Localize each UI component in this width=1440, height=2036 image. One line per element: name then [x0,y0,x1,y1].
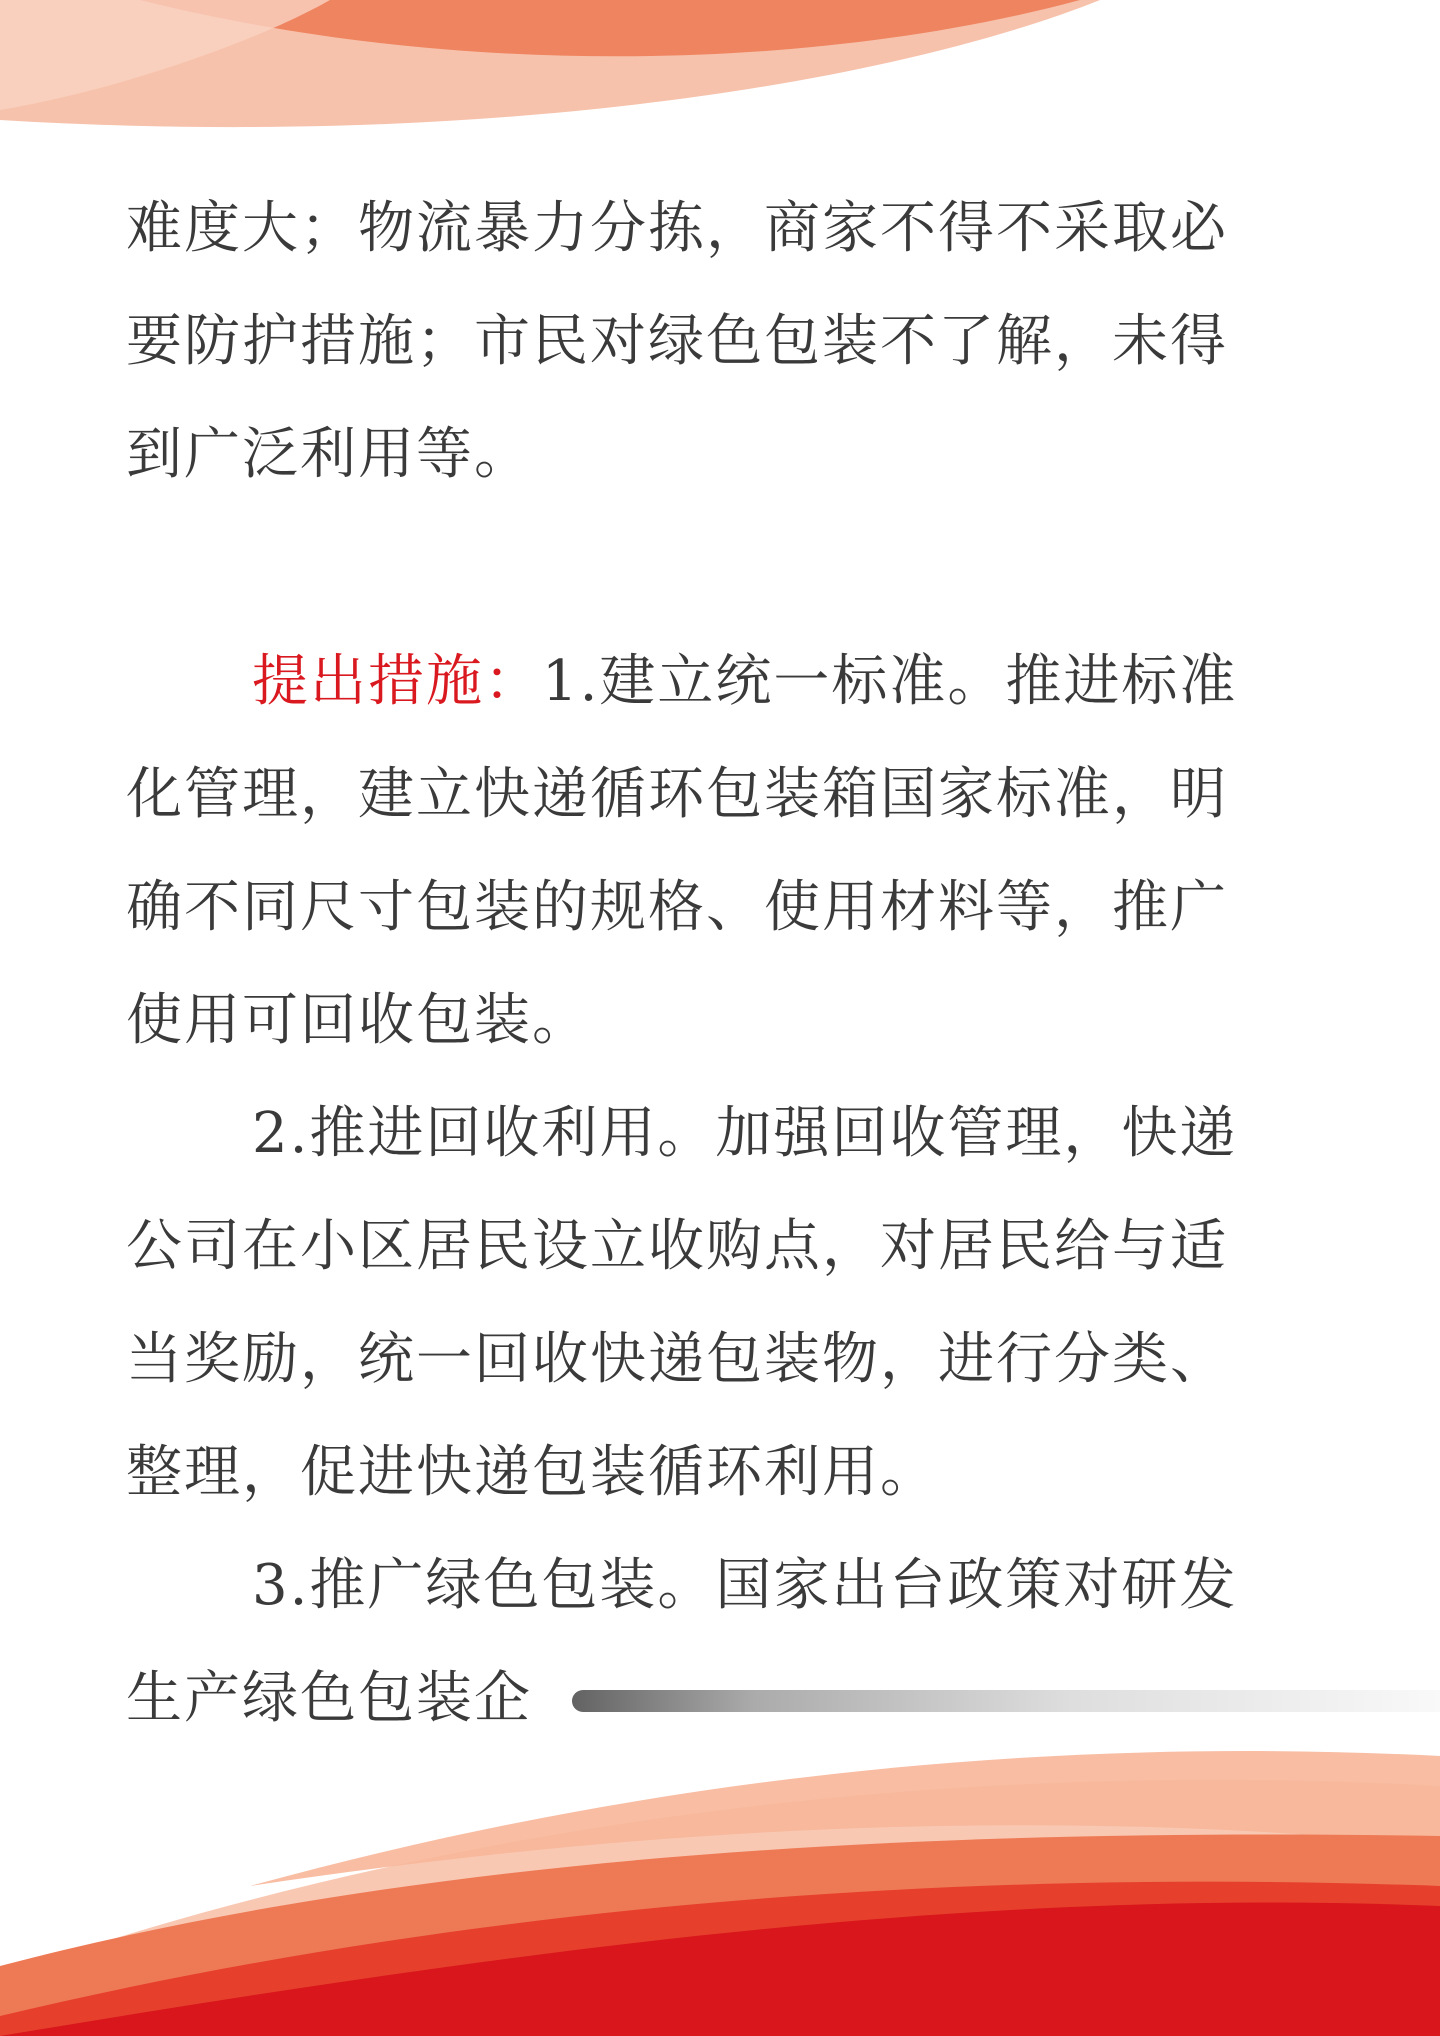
truncated-text: 生产绿色包装企 [126,1666,532,1731]
text-line: 2.推进回收利用。加强回收管理，快递 [252,1101,1238,1166]
paragraph-green-packaging [126,1529,1316,1755]
top-wave-banner [0,0,1440,140]
bottom-wave-banner [0,1716,1440,2036]
text-line: 公司在小区居民设立收购点，对居民给与适 [126,1214,1228,1279]
text-line: 当奖励，统一回收快递包装物，进行分类、 [126,1327,1228,1392]
measure-1-title: 1.建立统一标准。推进标准 [542,649,1238,714]
document-body [126,172,1316,1755]
top-wave-light [0,0,1100,127]
measures-heading: 提出措施： [252,649,542,714]
paragraph-challenges [126,172,1316,511]
text-line [126,625,1316,738]
bottom-wave-red [0,1903,1440,2036]
bottom-wave-peach [250,1751,1440,1886]
text-line: 整理，促进快递包装循环利用。 [126,1440,938,1505]
bottom-wave-orange [0,1835,1440,2036]
text-line: 使用可回收包装。 [126,988,590,1053]
paragraph-recycling [126,1077,1316,1529]
bottom-wave-red-light [0,1882,1440,2036]
text-line: 到广泛利用等。 [126,422,532,487]
paragraph-measures [126,625,1316,1077]
text-line-truncated [126,1642,1316,1755]
text-line: 化管理，建立快递循环包装箱国家标准，明 [126,762,1228,827]
text-line: 3.推广绿色包装。国家出台政策对研发 [252,1553,1238,1618]
truncation-fade-bar [572,1690,1440,1712]
paragraph-gap [126,511,1316,625]
text-line: 难度大；物流暴力分拣，商家不得不采取必 [126,196,1228,261]
text-line: 确不同尺寸包装的规格、使用材料等，推广 [126,875,1228,940]
top-wave-mid [140,0,1080,56]
bottom-wave-light [0,1780,1440,2036]
top-wave-soft [0,0,330,110]
text-line: 要防护措施；市民对绿色包装不了解，未得 [126,309,1228,374]
